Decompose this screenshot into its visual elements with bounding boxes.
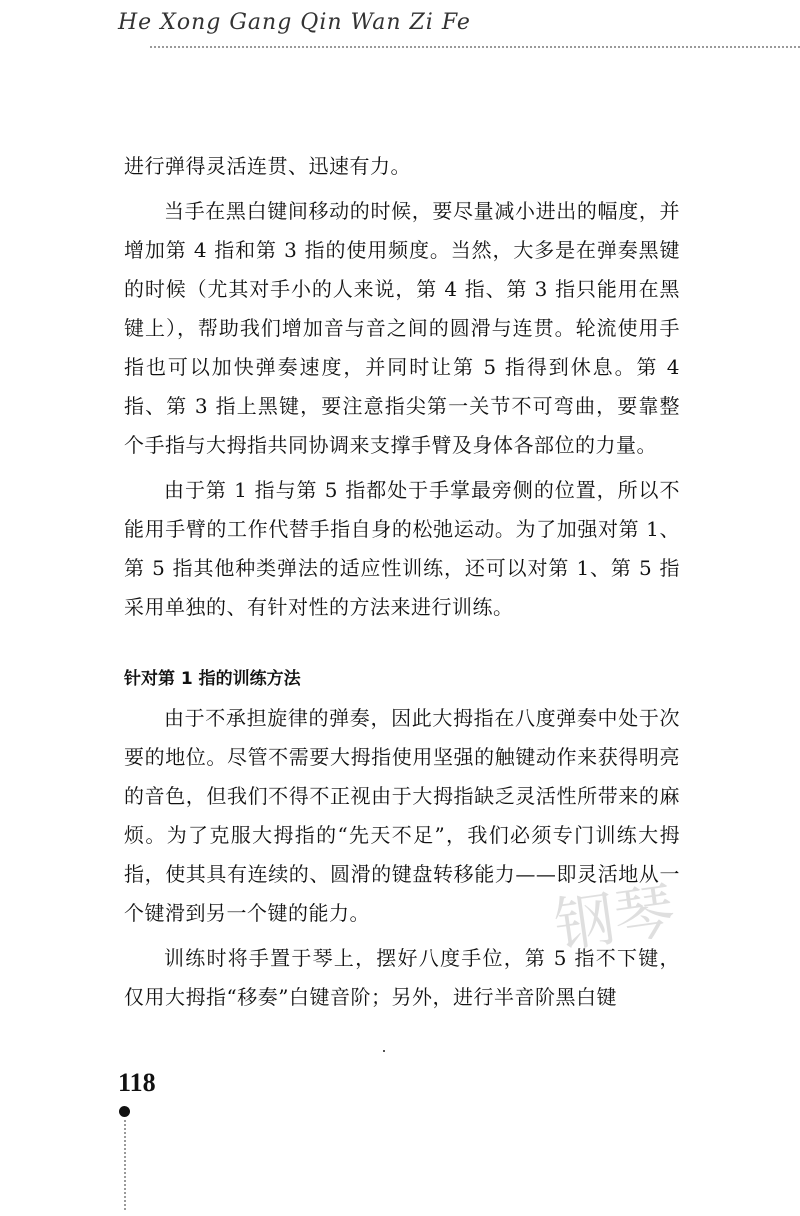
page-marker-dot [119,1106,130,1117]
paragraph-hand-movement: 当手在黑白键间移动的时候，要尽量减小进出的幅度，并增加第 4 指和第 3 指的使用频度。当然，大多是在弹奏黑键的时候（尤其对手小的人来说，第 4 指、第 3 指只能用在黑键上），帮助我们增加音与音之间的圆滑与连贯。轮流使用手指也可以加快弹奏速度，并同时让第 5 指得到休息。第 4 指、第 3 指上黑键，要注意指尖第一关节不可弯曲，要靠整个手指与大拇指共同协调来支撑手臂及身体各部位的力量。 [124,199,680,457]
section-heading: 针对第 1 指的训练方法 [124,669,301,689]
running-header: He Xong Gang Qin Wan Zi Fe [118,10,471,35]
paragraph-thumb-role: 由于不承担旋律的弹奏，因此大拇指在八度弹奏中处于次要的地位。尽管不需要大拇指使用坚强的触键动作来获得明亮的音色，但我们不得不正视由于大拇指缺乏灵活性所带来的麻烦。为了克服大拇指的“先天不足”，我们必须专门训练大拇指，使其具有连续的、圆滑的键盘转移能力——即灵活地从一个键滑到另一个键的能力。 [124,706,680,925]
page-number: 118 [118,1068,156,1097]
paragraph-training-method: 训练时将手置于琴上，摆好八度手位，第 5 指不下键，仅用大拇指“移奏”白键音阶；另外，进行半音阶黑白键 [124,946,680,1009]
paragraph-continuation: 进行弹得灵活连贯、迅速有力。 [124,154,411,178]
header-divider [150,46,800,48]
paragraph-fingers-1-5: 由于第 1 指与第 5 指都处于手掌最旁侧的位置，所以不能用手臂的工作代替手指自身的松弛运动。为了加强对第 1、第 5 指其他种类弹法的适应性训练，还可以对第 1、第 5 指采用单独的、有针对性的方法来进行训练。 [124,478,680,619]
speck-dot [383,1050,385,1052]
watermark-stamp: 钢琴 [550,875,679,962]
footer-dotted-line [124,1120,126,1210]
